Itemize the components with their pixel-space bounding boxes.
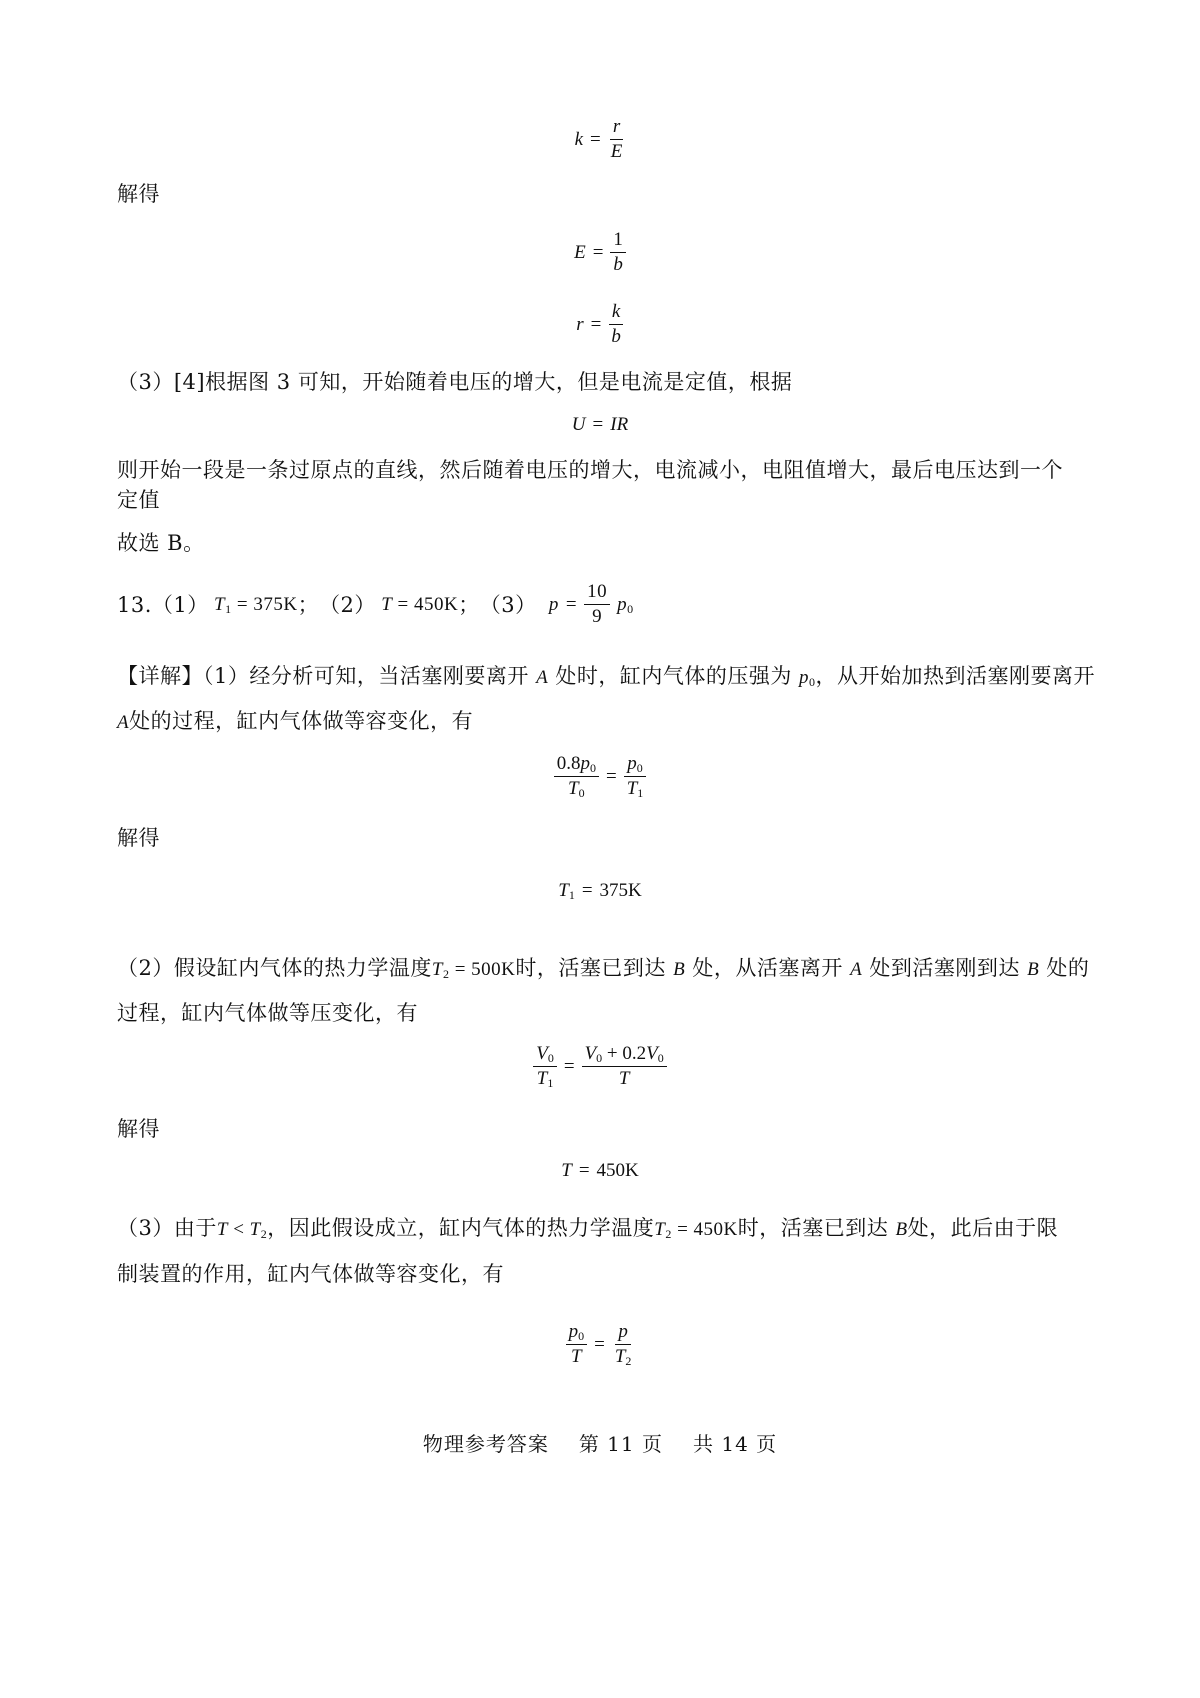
equation-T: T = 450K xyxy=(561,1160,639,1181)
equation-isobaric: $\frac{V_0}{T_1}$ = $\frac{V_0 + 0.2V_0}{T}$ xyxy=(0,1042,1200,1091)
detail-part3-line2: 制装置的作用，缸内气体做等容变化，有 xyxy=(117,1262,504,1286)
detail-part2-line2: 过程，缸内气体做等压变化，有 xyxy=(117,1001,418,1025)
fraction: $\frac{p_0}{T}$ xyxy=(566,1320,588,1369)
detail-part3-line1: （3）由于$T < T_2$，因此假设成立，缸内气体的热力学温度$T_2 = 450K$时，活塞已到达 B处，此后由于限 xyxy=(117,1216,1059,1241)
equation-r: r = $\frac{k}{b}$ xyxy=(0,300,1200,349)
footer-page-number: 第 11 页 xyxy=(578,1432,663,1456)
fraction: $\frac{1}{b}$ xyxy=(610,228,626,277)
equation-ohm: U = IR xyxy=(571,414,629,435)
text-jie-de-2: 解得 xyxy=(117,826,160,850)
fraction: $\frac{r}{E}$ xyxy=(610,116,623,162)
fraction: $\frac{V_0}{T_1}$ xyxy=(533,1042,557,1091)
detail-part1-line1: 【详解】（1）经分析可知，当活塞刚要离开 A 处时，缸内气体的压强为 $p_0$，从开始加热到活塞刚要离开 xyxy=(117,664,1096,689)
text-jie-de-3: 解得 xyxy=(117,1117,160,1141)
detail-part1-line2: A处的过程，缸内气体做等容变化，有 xyxy=(117,709,474,733)
var-k: k xyxy=(574,128,584,150)
answer-2: T = 450K xyxy=(381,593,459,615)
footer-subject: 物理参考答案 xyxy=(422,1432,549,1456)
text-q3-intro: （3）[4]根据图 3 可知，开始随着电压的增大，但是电流是定值，根据 xyxy=(117,370,793,394)
fraction: $\frac{V_0 + 0.2V_0}{T}$ xyxy=(582,1042,667,1091)
detail-part2-line1: （2）假设缸内气体的热力学温度$T_2 = 500K$时，活塞已到达 B 处，从活塞离开 A 处到活塞刚到达 B 处的 xyxy=(117,956,1090,981)
page-footer xyxy=(0,1428,1200,1457)
fraction: $\frac{p}{T_2}$ xyxy=(614,1321,632,1368)
answer-1: $T_1 = 375K$ xyxy=(214,593,298,616)
text-q3-conclusion: 故选 B。 xyxy=(117,531,205,555)
detail-tag: 【详解】 xyxy=(117,664,203,688)
fraction: $\frac{p_0}{T_1}$ xyxy=(624,752,647,801)
equation-k: k = $\frac{r}{E}$ xyxy=(0,115,1200,164)
footer-total-pages: 共 14 页 xyxy=(693,1432,778,1456)
equation-T1: $T_1$ = 375K xyxy=(558,880,642,902)
equation-E: E = $\frac{1}{b}$ xyxy=(0,228,1200,277)
q13-answers: 13. （1） $T_1 = 375K$ ； （2） T = 450K ； （3） p = $\frac{10}{9}$ $p_0$ xyxy=(117,581,634,627)
fraction: $\frac{0.8p_0}{T_0}$ xyxy=(554,752,599,801)
text-jie-de-1: 解得 xyxy=(117,182,160,206)
equation-isochoric-2: $\frac{p_0}{T}$ = $\frac{p}{T_2}$ xyxy=(0,1320,1200,1369)
equation-isochoric-1: $\frac{0.8p_0}{T_0}$ = $\frac{p_0}{T_1}$ xyxy=(0,752,1200,801)
text-q3-analysis: 则开始一段是一条过原点的直线，然后随着电压的增大，电流减小，电阻值增大，最后电压达到一个定值 xyxy=(117,458,1063,512)
answer-3: p = $\frac{10}{9}$ $p_0$ xyxy=(548,581,634,627)
fraction: $\frac{k}{b}$ xyxy=(608,300,624,349)
